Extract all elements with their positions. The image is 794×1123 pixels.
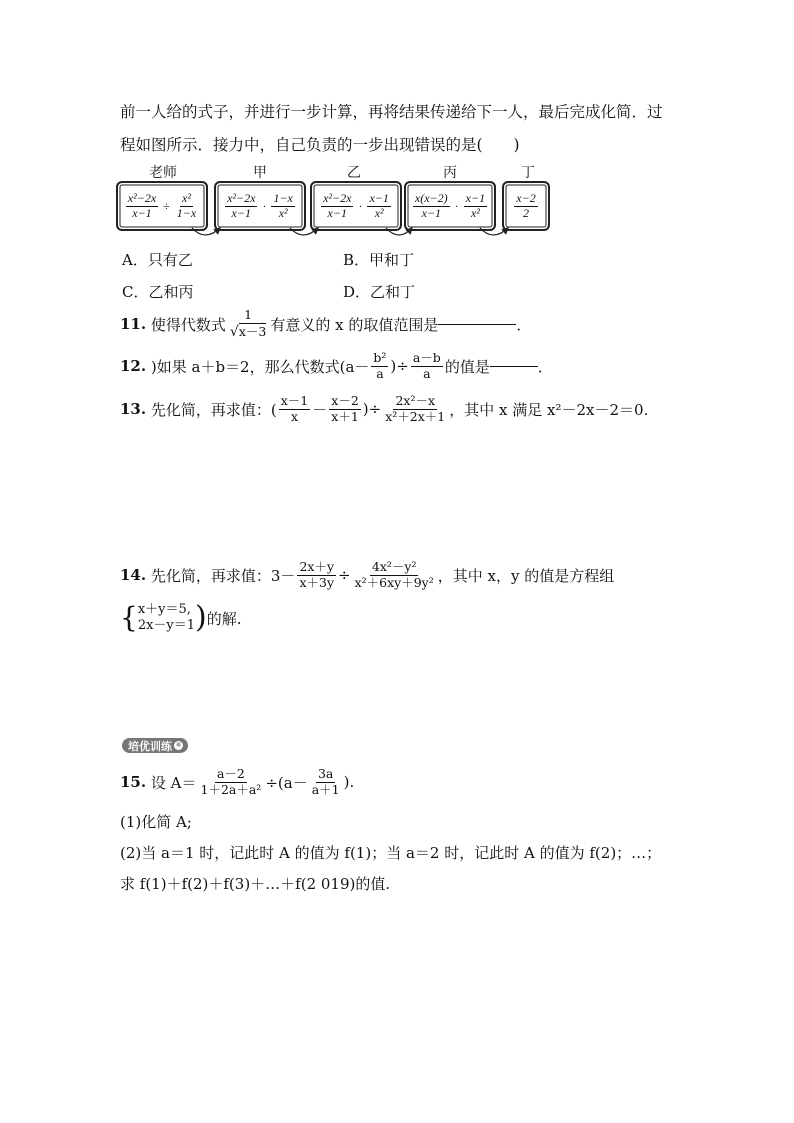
relay-arrows bbox=[0, 0, 794, 260]
intro-line-1: 前一人给的式子，并进行一步计算，再将结果传递给下一人，最后完成化简．过 bbox=[120, 103, 663, 121]
answer-blank-11[interactable] bbox=[438, 324, 516, 325]
relay-box-bing: $\frac{x(x-2)}{x-1}$ · $\frac{x-1}{\text{x²}}$ bbox=[404, 181, 496, 231]
question-12: 12. )如果 a＋b＝2，那么代数式(a－ $\frac{\text{b²}}{a}$ )÷ $\frac{a-b}{a}$ 的值是 ． bbox=[120, 350, 553, 381]
intro-line-2: 程如图所示．接力中，自己负责的一步出现错误的是( ) bbox=[120, 136, 520, 154]
option-d: D．乙和丁 bbox=[343, 283, 416, 301]
equation-2: 2x－y＝1 bbox=[137, 618, 196, 633]
arrow-3 bbox=[386, 228, 412, 235]
question-13: 13. 先化简，再求值：( $\frac{x-1}{x}$ － $\frac{x-2}{x+1}$ )÷ $\frac{\text{2x²－x}}{\text{x²＋2x＋1}}$ ，其中 x 满足 x²－2x－2＝0. bbox=[120, 393, 649, 424]
relay-box-yi: $\frac{\text{x²−2x}}{x-1}$ · $\frac{x-1}{\text{x²}}$ bbox=[310, 181, 402, 231]
training-badge: 培优训练 ④ bbox=[122, 738, 188, 753]
label-bing: 丙 bbox=[443, 165, 457, 181]
relay-box-jia: $\frac{\text{x²−2x}}{x-1}$ · $\frac{1-x}{\text{x²}}$ bbox=[214, 181, 306, 231]
label-jia: 甲 bbox=[253, 165, 267, 181]
q15-part-2: (2)当 a＝1 时，记此时 A 的值为 f(1)；当 a＝2 时，记此时 A 的值为 f(2)；…； bbox=[120, 844, 662, 862]
label-ding: 丁 bbox=[521, 165, 535, 181]
answer-blank-12[interactable] bbox=[490, 366, 538, 367]
question-14: 14. 先化简，再求值：3－ $\frac{2x+y}{x+3y}$ ÷ $\frac{\text{4x²－y²}}{\text{x²＋6xy＋9y²}}$ ，其中 x，y 的值是方程组 bbox=[120, 559, 615, 590]
q15-part-3: 求 f(1)＋f(2)＋f(3)＋…＋f(2 019)的值. bbox=[120, 875, 391, 893]
relay-box-teacher: $\frac{\text{x²−2x}}{x-1}$ ÷ $\frac{\text{x²}}{1-x}$ bbox=[116, 181, 208, 231]
arrow-4 bbox=[480, 228, 508, 235]
relay-box-ding: $\frac{x-2}{2}$ bbox=[502, 181, 550, 231]
question-15: 15. 设 A＝ $\frac{a-2}{\text{1＋2a＋a²}}$ ÷(a－ $\frac{3a}{a+1}$ ). bbox=[120, 766, 355, 797]
label-yi: 乙 bbox=[347, 165, 361, 181]
option-c: C．乙和丙 bbox=[122, 283, 194, 301]
arrow-1 bbox=[192, 228, 220, 235]
arrow-2 bbox=[290, 228, 318, 235]
equation-system: { x＋y＝5, 2x－y＝1 ) 的解. bbox=[120, 600, 242, 635]
label-teacher: 老师 bbox=[149, 165, 177, 181]
question-11: 11. 使得代数式 $\frac{1}{√x-3}$ 有意义的 x 的取值范围是 ． bbox=[120, 307, 532, 340]
option-a: A．只有乙 bbox=[122, 251, 193, 269]
badge-circle-icon: ④ bbox=[175, 741, 182, 749]
option-b: B．甲和丁 bbox=[343, 251, 415, 269]
q15-part-1: (1)化简 A; bbox=[120, 813, 192, 831]
equation-1: x＋y＝5, bbox=[137, 602, 191, 618]
